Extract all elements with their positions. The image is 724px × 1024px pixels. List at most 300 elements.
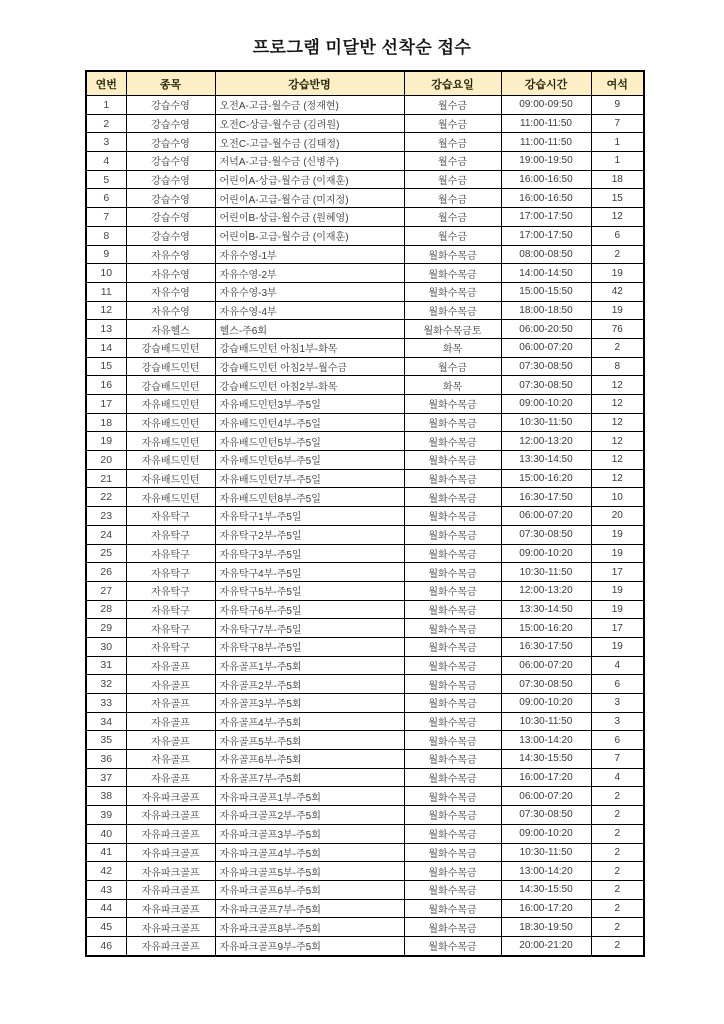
category-cell: 자유파크골프 (126, 918, 215, 937)
class-name-cell: 자유파크골프3부-주5회 (215, 824, 404, 843)
class-name-cell: 자유수영-1부 (215, 245, 404, 264)
time-cell: 16:00-16:50 (501, 170, 591, 189)
row-number-cell: 8 (86, 226, 126, 245)
row-number-cell: 5 (86, 170, 126, 189)
seats-cell: 76 (591, 320, 644, 339)
seats-cell: 3 (591, 712, 644, 731)
class-name-cell: 자유파크골프6부-주5회 (215, 880, 404, 899)
table-row (86, 488, 644, 507)
row-number-cell: 40 (86, 824, 126, 843)
time-cell: 14:00-14:50 (501, 264, 591, 283)
category-cell: 자유탁구 (126, 525, 215, 544)
seats-cell: 2 (591, 787, 644, 806)
table-row (86, 208, 644, 227)
table-row (86, 114, 644, 133)
class-name-cell: 어린이A-상급-월수금 (이재훈) (215, 170, 404, 189)
days-cell: 월화수목금 (404, 301, 501, 320)
class-name-cell: 자유수영-2부 (215, 264, 404, 283)
class-name-cell: 자유탁구1부-주5일 (215, 507, 404, 526)
row-number-cell: 3 (86, 133, 126, 152)
seats-cell: 2 (591, 245, 644, 264)
time-cell: 06:00-07:20 (501, 338, 591, 357)
days-cell: 월화수목금 (404, 413, 501, 432)
seats-cell: 12 (591, 469, 644, 488)
table-row (86, 750, 644, 769)
days-cell: 월화수목금 (404, 544, 501, 563)
table-row (86, 245, 644, 264)
class-name-cell: 어린이B-상급-월수금 (원혜영) (215, 208, 404, 227)
table-row (86, 768, 644, 787)
row-number-cell: 27 (86, 581, 126, 600)
header-category: 종목 (126, 71, 215, 96)
category-cell: 자유골프 (126, 750, 215, 769)
row-number-cell: 24 (86, 525, 126, 544)
category-cell: 자유파크골프 (126, 787, 215, 806)
category-cell: 강습수영 (126, 114, 215, 133)
seats-cell: 9 (591, 96, 644, 115)
header-seats: 여석 (591, 71, 644, 96)
row-number-cell: 17 (86, 395, 126, 414)
table-row (86, 469, 644, 488)
days-cell: 월화수목금 (404, 451, 501, 470)
header-row-number: 연번 (86, 71, 126, 96)
time-cell: 07:30-08:50 (501, 806, 591, 825)
days-cell: 월화수목금 (404, 694, 501, 713)
row-number-cell: 6 (86, 189, 126, 208)
table-row (86, 413, 644, 432)
time-cell: 07:30-08:50 (501, 675, 591, 694)
days-cell: 월수금 (404, 226, 501, 245)
time-cell: 09:00-10:20 (501, 824, 591, 843)
category-cell: 강습수영 (126, 208, 215, 227)
category-cell: 자유탁구 (126, 637, 215, 656)
header-time: 강습시간 (501, 71, 591, 96)
table-row (86, 918, 644, 937)
category-cell: 자유파크골프 (126, 806, 215, 825)
row-number-cell: 16 (86, 376, 126, 395)
class-name-cell: 자유골프7부-주5회 (215, 768, 404, 787)
time-cell: 17:00-17:50 (501, 226, 591, 245)
seats-cell: 1 (591, 152, 644, 171)
row-number-cell: 33 (86, 694, 126, 713)
days-cell: 월화수목금 (404, 563, 501, 582)
category-cell: 자유골프 (126, 656, 215, 675)
time-cell: 14:30-15:50 (501, 750, 591, 769)
row-number-cell: 15 (86, 357, 126, 376)
row-number-cell: 12 (86, 301, 126, 320)
class-name-cell: 자유파크골프4부-주5회 (215, 843, 404, 862)
days-cell: 월수금 (404, 357, 501, 376)
time-cell: 16:30-17:50 (501, 637, 591, 656)
days-cell: 월화수목금 (404, 637, 501, 656)
class-name-cell: 강습배드민턴 아침2부-월수금 (215, 357, 404, 376)
days-cell: 월화수목금 (404, 488, 501, 507)
category-cell: 자유탁구 (126, 507, 215, 526)
table-row (86, 357, 644, 376)
table-row (86, 189, 644, 208)
time-cell: 06:00-07:20 (501, 787, 591, 806)
table-row (86, 787, 644, 806)
class-name-cell: 자유수영-3부 (215, 282, 404, 301)
days-cell: 월화수목금 (404, 507, 501, 526)
table-row (86, 619, 644, 638)
class-name-cell: 자유탁구7부-주5일 (215, 619, 404, 638)
time-cell: 07:30-08:50 (501, 525, 591, 544)
table-row (86, 843, 644, 862)
category-cell: 자유파크골프 (126, 862, 215, 881)
category-cell: 자유파크골프 (126, 824, 215, 843)
table-row (86, 96, 644, 115)
seats-cell: 12 (591, 395, 644, 414)
time-cell: 09:00-10:20 (501, 395, 591, 414)
row-number-cell: 32 (86, 675, 126, 694)
time-cell: 20:00-21:20 (501, 936, 591, 955)
days-cell: 월화수목금 (404, 656, 501, 675)
time-cell: 18:30-19:50 (501, 918, 591, 937)
table-row (86, 264, 644, 283)
category-cell: 자유탁구 (126, 600, 215, 619)
days-cell: 월화수목금 (404, 843, 501, 862)
seats-cell: 2 (591, 880, 644, 899)
time-cell: 10:30-11:50 (501, 563, 591, 582)
table-row (86, 936, 644, 955)
days-cell: 월수금 (404, 208, 501, 227)
category-cell: 자유수영 (126, 282, 215, 301)
category-cell: 강습배드민턴 (126, 338, 215, 357)
row-number-cell: 2 (86, 114, 126, 133)
time-cell: 16:00-16:50 (501, 189, 591, 208)
time-cell: 13:00-14:20 (501, 731, 591, 750)
seats-cell: 2 (591, 936, 644, 955)
days-cell: 월수금 (404, 133, 501, 152)
seats-cell: 6 (591, 731, 644, 750)
seats-cell: 12 (591, 432, 644, 451)
days-cell: 월화수목금 (404, 282, 501, 301)
time-cell: 15:00-16:20 (501, 469, 591, 488)
table-row (86, 806, 644, 825)
seats-cell: 2 (591, 824, 644, 843)
header-days: 강습요일 (404, 71, 501, 96)
table-row (86, 563, 644, 582)
table-row (86, 600, 644, 619)
days-cell: 월화수목금 (404, 581, 501, 600)
category-cell: 자유파크골프 (126, 843, 215, 862)
seats-cell: 12 (591, 413, 644, 432)
class-name-cell: 어린이B-고급-월수금 (이재훈) (215, 226, 404, 245)
seats-cell: 4 (591, 768, 644, 787)
category-cell: 강습수영 (126, 189, 215, 208)
row-number-cell: 42 (86, 862, 126, 881)
class-name-cell: 자유배드민턴3부-주5일 (215, 395, 404, 414)
table-row (86, 170, 644, 189)
class-name-cell: 자유배드민턴5부-주5일 (215, 432, 404, 451)
page-title: 프로그램 미달반 선착순 접수 (252, 38, 472, 57)
class-name-cell: 자유탁구5부-주5일 (215, 581, 404, 600)
table-row (86, 226, 644, 245)
days-cell: 월화수목금 (404, 525, 501, 544)
days-cell: 화목 (404, 338, 501, 357)
seats-cell: 2 (591, 862, 644, 881)
table-row (86, 320, 644, 339)
class-name-cell: 자유골프5부-주5회 (215, 731, 404, 750)
table-row (86, 507, 644, 526)
category-cell: 자유배드민턴 (126, 395, 215, 414)
class-name-cell: 자유파크골프9부-주5회 (215, 936, 404, 955)
time-cell: 17:00-17:50 (501, 208, 591, 227)
row-number-cell: 36 (86, 750, 126, 769)
seats-cell: 12 (591, 451, 644, 470)
row-number-cell: 18 (86, 413, 126, 432)
days-cell: 월화수목금 (404, 880, 501, 899)
row-number-cell: 4 (86, 152, 126, 171)
class-name-cell: 자유탁구4부-주5일 (215, 563, 404, 582)
category-cell: 자유파크골프 (126, 899, 215, 918)
time-cell: 10:30-11:50 (501, 843, 591, 862)
category-cell: 자유골프 (126, 768, 215, 787)
category-cell: 자유탁구 (126, 581, 215, 600)
days-cell: 월화수목금 (404, 731, 501, 750)
category-cell: 강습배드민턴 (126, 357, 215, 376)
class-name-cell: 자유골프2부-주5회 (215, 675, 404, 694)
category-cell: 자유헬스 (126, 320, 215, 339)
class-name-cell: 자유파크골프7부-주5회 (215, 899, 404, 918)
time-cell: 12:00-13:20 (501, 581, 591, 600)
table-row (86, 731, 644, 750)
seats-cell: 1 (591, 133, 644, 152)
table-row (86, 880, 644, 899)
row-number-cell: 38 (86, 787, 126, 806)
days-cell: 월수금 (404, 152, 501, 171)
table-row (86, 338, 644, 357)
class-name-cell: 저녁A-고급-월수금 (신병주) (215, 152, 404, 171)
days-cell: 월화수목금 (404, 918, 501, 937)
row-number-cell: 31 (86, 656, 126, 675)
days-cell: 월수금 (404, 170, 501, 189)
row-number-cell: 20 (86, 451, 126, 470)
time-cell: 13:00-14:20 (501, 862, 591, 881)
row-number-cell: 1 (86, 96, 126, 115)
days-cell: 월수금 (404, 96, 501, 115)
class-name-cell: 오전C-고급-월수금 (김태정) (215, 133, 404, 152)
row-number-cell: 13 (86, 320, 126, 339)
time-cell: 12:00-13:20 (501, 432, 591, 451)
time-cell: 14:30-15:50 (501, 880, 591, 899)
class-name-cell: 강습배드민턴 아침1부-화목 (215, 338, 404, 357)
category-cell: 자유배드민턴 (126, 432, 215, 451)
seats-cell: 19 (591, 600, 644, 619)
time-cell: 16:00-17:20 (501, 768, 591, 787)
seats-cell: 4 (591, 656, 644, 675)
days-cell: 월화수목금 (404, 264, 501, 283)
days-cell: 월화수목금 (404, 619, 501, 638)
time-cell: 15:00-16:20 (501, 619, 591, 638)
row-number-cell: 30 (86, 637, 126, 656)
seats-cell: 7 (591, 114, 644, 133)
time-cell: 18:00-18:50 (501, 301, 591, 320)
class-name-cell: 자유골프6부-주5회 (215, 750, 404, 769)
days-cell: 월화수목금 (404, 750, 501, 769)
table-row (86, 824, 644, 843)
row-number-cell: 45 (86, 918, 126, 937)
class-name-cell: 자유탁구2부-주5일 (215, 525, 404, 544)
seats-cell: 19 (591, 637, 644, 656)
seats-cell: 17 (591, 619, 644, 638)
time-cell: 13:30-14:50 (501, 451, 591, 470)
table-row (86, 301, 644, 320)
category-cell: 자유배드민턴 (126, 413, 215, 432)
header-class-name: 강습반명 (215, 71, 404, 96)
time-cell: 11:00-11:50 (501, 114, 591, 133)
class-name-cell: 자유탁구6부-주5일 (215, 600, 404, 619)
seats-cell: 19 (591, 301, 644, 320)
seats-cell: 7 (591, 750, 644, 769)
row-number-cell: 41 (86, 843, 126, 862)
table-row (86, 133, 644, 152)
category-cell: 자유수영 (126, 245, 215, 264)
table-row (86, 451, 644, 470)
category-cell: 강습수영 (126, 170, 215, 189)
category-cell: 강습수영 (126, 152, 215, 171)
seats-cell: 12 (591, 376, 644, 395)
row-number-cell: 10 (86, 264, 126, 283)
class-name-cell: 자유탁구3부-주5일 (215, 544, 404, 563)
seats-cell: 6 (591, 675, 644, 694)
category-cell: 자유골프 (126, 712, 215, 731)
table-row (86, 282, 644, 301)
class-name-cell: 자유골프3부-주5회 (215, 694, 404, 713)
days-cell: 월화수목금 (404, 395, 501, 414)
days-cell: 월화수목금 (404, 936, 501, 955)
table-row (86, 656, 644, 675)
days-cell: 월화수목금 (404, 899, 501, 918)
class-name-cell: 자유파크골프1부-주5회 (215, 787, 404, 806)
time-cell: 09:00-10:20 (501, 544, 591, 563)
seats-cell: 8 (591, 357, 644, 376)
row-number-cell: 28 (86, 600, 126, 619)
class-name-cell: 자유탁구8부-주5일 (215, 637, 404, 656)
days-cell: 월수금 (404, 189, 501, 208)
seats-cell: 19 (591, 544, 644, 563)
table-row (86, 712, 644, 731)
class-name-cell: 자유파크골프2부-주5회 (215, 806, 404, 825)
class-name-cell: 자유골프4부-주5회 (215, 712, 404, 731)
days-cell: 월화수목금 (404, 469, 501, 488)
category-cell: 강습배드민턴 (126, 376, 215, 395)
seats-cell: 20 (591, 507, 644, 526)
days-cell: 월화수목금 (404, 245, 501, 264)
table-row (86, 525, 644, 544)
table-row (86, 395, 644, 414)
program-table-body (86, 96, 644, 956)
row-number-cell: 46 (86, 936, 126, 955)
table-row (86, 152, 644, 171)
seats-cell: 19 (591, 581, 644, 600)
row-number-cell: 44 (86, 899, 126, 918)
seats-cell: 12 (591, 208, 644, 227)
time-cell: 11:00-11:50 (501, 133, 591, 152)
seats-cell: 2 (591, 843, 644, 862)
days-cell: 월화수목금 (404, 712, 501, 731)
table-header-row (86, 71, 644, 96)
table-row (86, 432, 644, 451)
time-cell: 07:30-08:50 (501, 357, 591, 376)
table-row (86, 581, 644, 600)
time-cell: 19:00-19:50 (501, 152, 591, 171)
days-cell: 월화수목금 (404, 862, 501, 881)
time-cell: 13:30-14:50 (501, 600, 591, 619)
row-number-cell: 34 (86, 712, 126, 731)
program-table (85, 70, 645, 957)
category-cell: 자유배드민턴 (126, 451, 215, 470)
row-number-cell: 19 (86, 432, 126, 451)
days-cell: 월화수목금 (404, 806, 501, 825)
class-name-cell: 자유파크골프5부-주5회 (215, 862, 404, 881)
class-name-cell: 자유배드민턴7부-주5일 (215, 469, 404, 488)
category-cell: 자유골프 (126, 731, 215, 750)
category-cell: 자유수영 (126, 301, 215, 320)
row-number-cell: 7 (86, 208, 126, 227)
category-cell: 자유탁구 (126, 544, 215, 563)
category-cell: 강습수영 (126, 226, 215, 245)
category-cell: 자유수영 (126, 264, 215, 283)
class-name-cell: 헬스-주6회 (215, 320, 404, 339)
class-name-cell: 자유배드민턴4부-주5일 (215, 413, 404, 432)
category-cell: 자유골프 (126, 675, 215, 694)
days-cell: 월수금 (404, 114, 501, 133)
days-cell: 월화수목금 (404, 824, 501, 843)
time-cell: 10:30-11:50 (501, 712, 591, 731)
row-number-cell: 21 (86, 469, 126, 488)
seats-cell: 42 (591, 282, 644, 301)
seats-cell: 15 (591, 189, 644, 208)
row-number-cell: 43 (86, 880, 126, 899)
days-cell: 월화수목금토 (404, 320, 501, 339)
time-cell: 08:00-08:50 (501, 245, 591, 264)
days-cell: 월화수목금 (404, 600, 501, 619)
seats-cell: 2 (591, 918, 644, 937)
time-cell: 06:00-07:20 (501, 656, 591, 675)
row-number-cell: 14 (86, 338, 126, 357)
category-cell: 자유파크골프 (126, 936, 215, 955)
class-name-cell: 자유골프1부-주5회 (215, 656, 404, 675)
days-cell: 월화수목금 (404, 768, 501, 787)
time-cell: 06:00-20:50 (501, 320, 591, 339)
table-row (86, 694, 644, 713)
time-cell: 16:00-17:20 (501, 899, 591, 918)
class-name-cell: 자유파크골프8부-주5회 (215, 918, 404, 937)
table-row (86, 899, 644, 918)
row-number-cell: 39 (86, 806, 126, 825)
row-number-cell: 23 (86, 507, 126, 526)
time-cell: 07:30-08:50 (501, 376, 591, 395)
seats-cell: 18 (591, 170, 644, 189)
seats-cell: 2 (591, 338, 644, 357)
table-row (86, 544, 644, 563)
seats-cell: 19 (591, 264, 644, 283)
row-number-cell: 9 (86, 245, 126, 264)
seats-cell: 3 (591, 694, 644, 713)
days-cell: 월화수목금 (404, 787, 501, 806)
category-cell: 강습수영 (126, 96, 215, 115)
category-cell: 자유파크골프 (126, 880, 215, 899)
class-name-cell: 강습배드민턴 아침2부-화목 (215, 376, 404, 395)
category-cell: 자유골프 (126, 694, 215, 713)
row-number-cell: 29 (86, 619, 126, 638)
row-number-cell: 26 (86, 563, 126, 582)
row-number-cell: 25 (86, 544, 126, 563)
table-row (86, 862, 644, 881)
class-name-cell: 오전C-상급-월수금 (김려원) (215, 114, 404, 133)
